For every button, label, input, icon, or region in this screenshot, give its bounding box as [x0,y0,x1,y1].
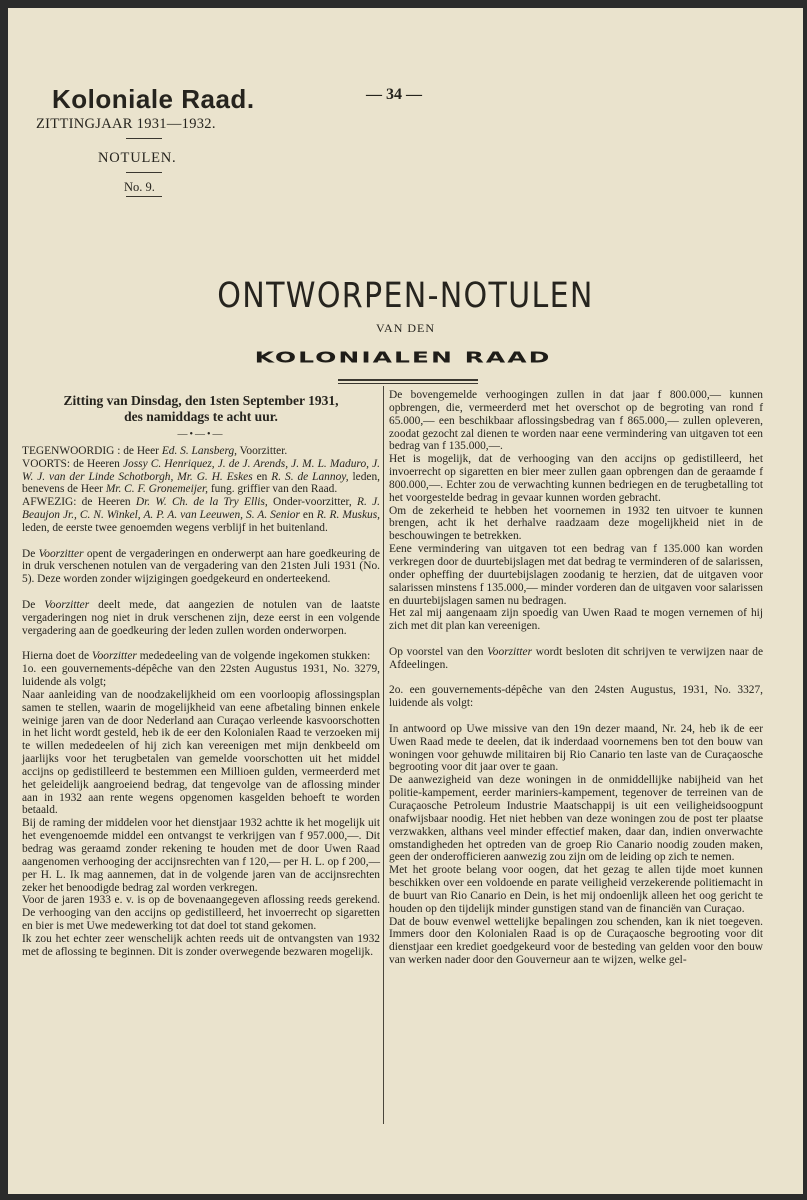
paragraph: Voor de jaren 1933 e. v. is op de bovenaangegeven aflossing reeds gerekend. De verhooging van den accijns op gedistilleerd, het invoerrecht op sigaretten en bier is met Uwe medewerking tot dat doel tot stand gekomen. [22,894,380,933]
masthead-divider [126,138,162,139]
paragraph: In antwoord op Uwe missive van den 19n dezer maand, Nr. 24, heb ik de eer Uwen Raad mede te deelen, dat ik inderdaad voornemens ben tot den bouw van woningen voor gehuwde militairen bij Rio Canario ten laste van de Curaçaosche begrooting voor dit jaar over te gaan. [389,722,763,774]
ornament-divider: —•—•— [177,429,225,440]
paragraph: De aanwezigheid van deze woningen in de onmiddellijke nabijheid van het politie-kampement, eerder mariniers-kampement, tegenover de terreinen van de Curaçaosche Petroleum Industrie Maatschappij is uit een veiligheidsoogpunt onafwijsbaar noodig. Het niet hebben van deze woningen zou de post ter plaatse verzwakken, althans veel minder effectief maken, daar dan, indien onverwachte omstandigheden het optreden van de groep Rio Canario noodig zouden maken, geen der onderofficieren aanwezig zou zijn om de leiding op zich te nemen. [389,774,763,864]
text-run: Hierna doet de [22,650,92,663]
name-run: Voorzitter [487,645,533,658]
attendance-absent [22,496,380,535]
text-run: TEGENWOORDIG : de Heer [22,444,162,457]
text-run: fung. griffier van den Raad. [208,483,338,496]
paragraph: Ik zou het echter zeer wenschelijk achten reeds uit de ontvangsten van 1932 met de aflossing te beginnen. Dit is zonder overwegende bezwaren mogelijk. [22,932,380,958]
name-run: Jossy C. Henriquez, J. de J. Arends, J. M. L. Maduro, J. W. J. van der Linde Schotborgh, Mr. G. H. Eskes [22,457,380,483]
text-run: Op voorstel van den [389,645,488,658]
attendance-present [22,445,380,458]
paragraph: Eene vermindering van uitgaven tot een bedrag van f 135.000 kan worden verkregen door de duurtebijslagen met dat bedrag te verminderen of de salarissen, onder opheffing der duurtebijslagen zoodanig te herzien, dat de uitgaven voor salarissen minstens f 135.000,— minder vorderen dan de uitgaven voor salarissen en duurtebijslagen samen nu bedragen. [389,543,763,607]
text-run: opent de vergaderingen en onderwerpt aan hare goedkeuring de in druk verschenen notulen van de vergadering van den 21sten Juli 1931 (No. 5). Deze worden zonder wijzigingen goedgekeurd en onderteekend. [22,547,380,586]
paragraph: Met het groote belang voor oogen, dat het gezag te allen tijde moet kunnen beschikken over een voldoende en parate veiligheid verzekerende politiemacht in de buurt van Rio Canario en Dein, is het mij ondoenlijk alleen het oog gericht te houden op den tijdelijk minder gunstigen stand van de financiën van Curaçao. [389,864,763,915]
session-year: ZITTINGJAAR 1931—1932. [36,116,216,132]
name-run: R. R. Muskus, [316,509,380,522]
council-banner [138,344,668,370]
issue-number: No. 9. [124,180,155,194]
paragraph: 2o. een gouvernements-dépêche van den 24sten Augustus, 1931, No. 3327, luidende als volgt: [389,684,763,710]
paragraph [389,646,763,672]
paragraph: Naar aanleiding van de noodzakelijkheid om een voorloopig aflossingsplan samen te stellen, waarin de mogelijkheid van eene afbetaling binnen enkele weinige jaren van de door Nederland aan Curaçao verleende kasvoorschotten in het licht wordt gesteld, heb ik de eer den Kolonialen Raad te verzoeken mij te willen mededeelen of hij zich kan vereenigen met mijn denkbeeld om jaarlijks voor het terugbetalen van gemelde voorschotten uit het middel accijns op gedistilleerd te bestemmen een Millioen gulden, vermeerderd met het geleidelijk aangroeiend bedrag, dat tengevolge van de aflossing minder aan in 1932 aan rente wegens opgenomen kasgelden behoeft te worden betaald. [22,688,380,817]
paragraph [22,599,380,638]
council-banner-text: KOLONIALEN RAAD [254,348,552,366]
paragraph: De bovengemelde verhoogingen zullen in dat jaar f 800.000,— kunnen opbrengen, die, vermeerderd met het overschot op de begroting van rond f 65.000,— een beschikbaar aflossingsbedrag van f 865.000,— zullen opleveren, zoodat gezocht zal dienen te worden naar eene vermindering van uitgaven tot een bedrag van f 135.000,—. [389,389,763,453]
text-run: leden, de eerste twee genoemden wegens verblijf in het buitenland. [22,521,328,534]
text-run: en [252,470,272,483]
paragraph: Bij de raming der middelen voor het dienstjaar 1932 achtte ik het mogelijk uit het evengenoemde middel een ontvangst te verkrijgen van f 957.000,—. Dit bedrag was geraamd zonder rekening te houden met de door Uwen Raad aangenomen verhooging der accijnsrechten van f 120,— per H. L. op f 200,— per H. L. Ik mag aannemen, dat in de volgende jaren van de accijnsrechten zeker het benoodigde bedrag zal worden verkregen. [22,817,380,894]
title-rule [338,379,478,381]
name-run: Dr. W. Ch. de la Try Ellis, [135,496,268,509]
paragraph: Het is mogelijk, dat de verhooging van den accijns op gedistilleerd, het invoerrecht op sigaretten en bier meer zullen gaan opbrengen dan de geraamde f 800.000,—. Echter zou de verwachting kunnen bedriegen en de terugbetalling tot het voorgestelde bedrag in gevaar kunnen worden gebracht. [389,453,763,504]
paragraph: 1o. een gouvernements-dépêche van den 22sten Augustus 1931, No. 3279, luidende als volgt; [22,663,380,689]
main-title: ONTWORPEN-NOTULEN [217,276,594,316]
name-run: Ed. S. Lansberg, [161,444,238,457]
text-run: deelt mede, dat aangezien de notulen van de laatste vergaderingen nog niet in druk verschenen zijn, deze eerst in een volgende vergadering aan de goedkeuring der leden zullen worden onderworpen. [22,598,380,637]
document-page [8,8,803,1194]
text-run: VOORTS: de Heeren [22,457,123,470]
name-run: Voorzitter [38,547,84,560]
text-run: mededeeling van de volgende ingekomen stukken: [136,650,371,663]
name-run: R. J. Beaujon Jr., C. N. Winkel, A. P. A. van Leeuwen, S. A. Senior [22,496,381,522]
paragraph: Om de zekerheid te hebben het voornemen in 1932 ten uitvoer te kunnen brengen, acht ik het derhalve raadzaam deze mogelijkheid niet in de beschouwingen te betrekken. [389,504,763,543]
sitting-heading [22,389,380,425]
name-run: Mr. C. F. Gronemeijer, [105,483,209,496]
page-number: — 34 — [366,86,422,103]
masthead-divider [126,196,162,197]
text-run: De [22,598,45,611]
paragraph: Het zal mij aangenaam zijn spoedig van Uwen Raad te mogen vernemen of hij zich met dit plan kan vereenigen. [389,607,763,633]
masthead-divider [126,172,162,173]
title-rule [338,383,478,384]
paragraph [22,650,380,663]
paragraph [22,548,380,587]
sitting-heading-line: Zitting van Dinsdag, den 1sten September 1931, [63,393,339,408]
left-column [22,389,380,959]
text-run: De [22,547,39,560]
attendance-others [22,458,380,497]
paragraph: Dat de bouw evenwel wettelijke bepalingen zou schenden, kan ik niet toegeven. Immers door den Kolonialen Raad is op de Curaçaosche begrooting voor dit dienstjaar een krediet goedgekeurd voor de besteding van gelden voor den bouw van werken nader door den Gouverneur aan te wijzen, welke gel- [389,915,763,967]
subtitle-van-den: VAN DEN [375,321,436,335]
text-run: leden, benevens de Heer [22,470,380,496]
name-run: R. S. de Lannoy, [271,470,349,483]
right-column [389,389,763,967]
text-run: AFWEZIG: de Heeren [22,496,136,509]
notulen-label: NOTULEN. [98,150,177,166]
sitting-heading-line: des namiddags te acht uur. [124,409,278,424]
text-run: en [299,509,317,522]
column-divider [383,386,384,1124]
text-run: Onder-voorzitter, [267,496,358,509]
masthead-title: Koloniale Raad. [52,84,255,114]
text-run: Voorzitter. [237,444,288,457]
name-run: Voorzitter [44,598,90,611]
text-run: wordt besloten dit schrijven te verwijzen naar de Afdeelingen. [389,645,764,671]
name-run: Voorzitter [91,650,137,663]
